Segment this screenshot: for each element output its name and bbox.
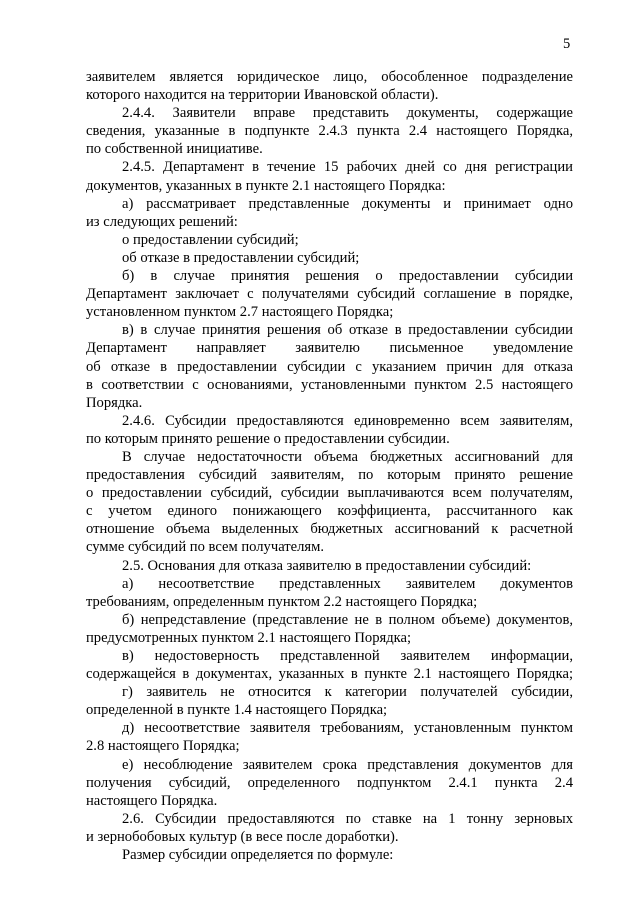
text-line: Департамент направляет заявителю письменное уведомление bbox=[86, 340, 573, 357]
text-line: д) несоответствие заявителя требованиям, установленным пунктом bbox=[122, 720, 573, 737]
text-line: из следующих решений: bbox=[86, 213, 238, 230]
text-line: заявителем является юридическое лицо, обособленное подразделение bbox=[86, 69, 573, 85]
text-line: в соответствии с основаниями, установленными пунктом 2.5 настоящего bbox=[86, 376, 573, 393]
text-line: содержащейся в документах, указанных в пункте 2.1 настоящего Порядка; bbox=[86, 666, 573, 683]
text-line: 2.4.5. Департамент в течение 15 рабочих дней со дня регистрации bbox=[122, 159, 573, 176]
text-line: требованиям, определенным пунктом 2.2 настоящего Порядка; bbox=[86, 593, 478, 610]
text-line: в) в случае принятия решения об отказе в предоставлении субсидии bbox=[122, 322, 573, 339]
text-line: которого находится на территории Ивановской области). bbox=[86, 87, 439, 104]
text-line: и зернобобовых культур (в весе после доработки). bbox=[86, 828, 399, 845]
text-line: получения субсидий, определенного подпунктом 2.4.1 пункта 2.4 bbox=[86, 774, 573, 791]
text-line: определенной в пункте 1.4 настоящего Порядка; bbox=[86, 702, 388, 719]
text-line: г) заявитель не относится к категории получателей субсидии, bbox=[122, 684, 573, 701]
text-line: об отказе в предоставлении субсидии с указанием причин для отказа bbox=[86, 358, 573, 375]
document-body bbox=[86, 68, 573, 864]
text-line: сумме субсидий по всем получателям. bbox=[86, 539, 325, 556]
text-line: Департамент заключает с получателями субсидий соглашение в порядке, bbox=[86, 286, 573, 303]
text-line: предусмотренных пунктом 2.1 настоящего Порядка; bbox=[86, 629, 412, 646]
text-line: сведения, указанные в подпункте 2.4.3 пункта 2.4 настоящего Порядка, bbox=[86, 123, 573, 140]
text-line: настоящего Порядка. bbox=[86, 792, 218, 809]
text-line: 2.6. Субсидии предоставляются по ставке на 1 тонну зерновых bbox=[122, 810, 573, 827]
text-line: б) в случае принятия решения о предоставлении субсидии bbox=[122, 268, 573, 285]
text-line: предоставления субсидий заявителям, по которым принято решение bbox=[86, 467, 573, 484]
text-line: отношение объема выделенных бюджетных ассигнований к расчетной bbox=[86, 521, 573, 538]
text-line: Порядка. bbox=[86, 394, 143, 411]
text-line: 2.4.4. Заявители вправе представить документы, содержащие bbox=[122, 105, 573, 122]
text-line: а) рассматривает представленные документы и принимает одно bbox=[122, 195, 573, 212]
text-line: 2.4.6. Субсидии предоставляются единовременно всем заявителям, bbox=[122, 412, 573, 429]
text-line: о предоставлении субсидий; bbox=[122, 231, 299, 248]
text-line: е) несоблюдение заявителем срока представления документов для bbox=[122, 756, 573, 773]
text-line: по которым принято решение о предоставлении субсидии. bbox=[86, 430, 450, 447]
text-line: в) недостоверность представленной заявителем информации, bbox=[122, 648, 573, 664]
text-line: В случае недостаточности объема бюджетных ассигнований для bbox=[122, 448, 573, 465]
text-line: по собственной инициативе. bbox=[86, 141, 263, 158]
text-line: документов, указанных в пункте 2.1 настоящего Порядка: bbox=[86, 177, 446, 194]
text-line: б) непредставление (представление не в полном объеме) документов, bbox=[122, 611, 573, 628]
text-line: 2.5. Основания для отказа заявителю в предоставлении субсидий: bbox=[122, 557, 532, 574]
text-line: установленном пунктом 2.7 настоящего Порядка; bbox=[86, 304, 394, 321]
text-line: об отказе в предоставлении субсидий; bbox=[122, 249, 360, 266]
text-line: с учетом единого понижающего коэффициента, рассчитанного как bbox=[86, 503, 573, 520]
text-line: 2.8 настоящего Порядка; bbox=[86, 738, 240, 755]
text-line: а) несоответствие представленных заявителем документов bbox=[122, 575, 573, 592]
text-line: Размер субсидии определяется по формуле: bbox=[122, 847, 394, 864]
page-number: 5 bbox=[563, 36, 571, 52]
text-line: о предоставлении субсидий, субсидии выплачиваются всем получателям, bbox=[86, 485, 573, 502]
